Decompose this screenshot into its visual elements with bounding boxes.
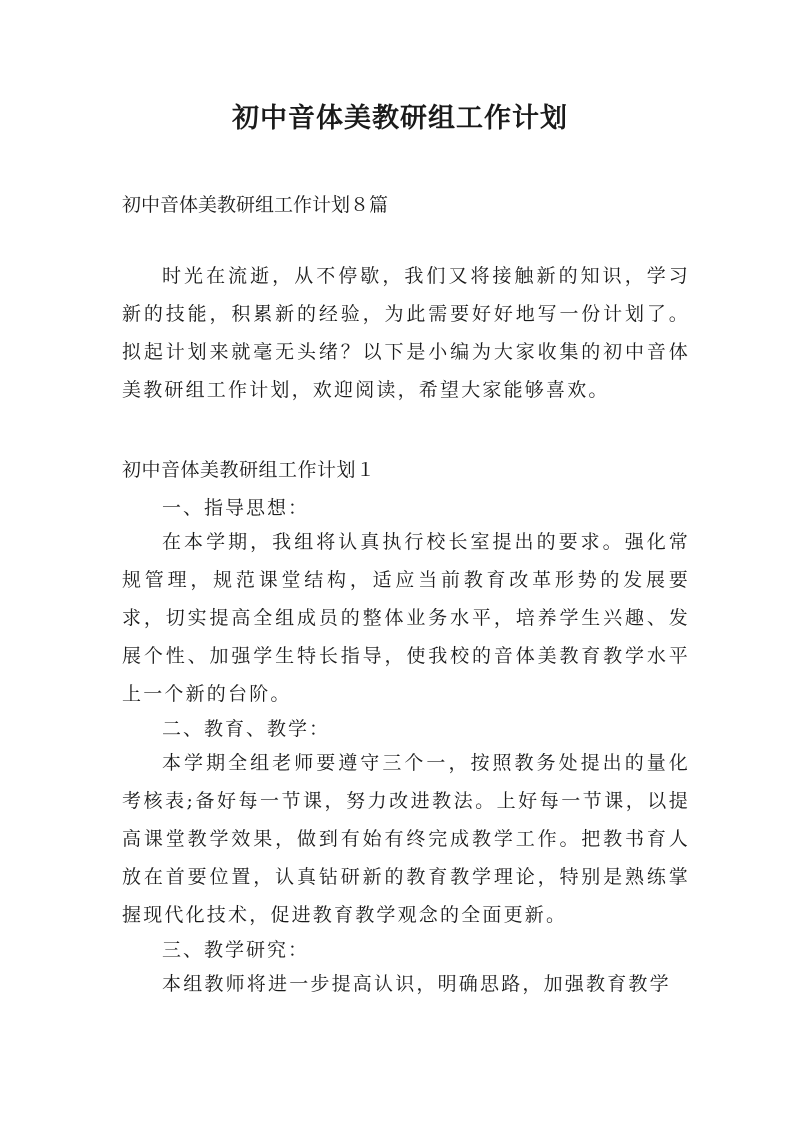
section-2-paragraph: 本学期全组老师要遵守三个一，按照教务处提出的量化考核表;备好每一节课，努力改进教法。上好每一节课，以提高课堂教学效果，做到有始有终完成教学工作。把教书育人放在首要位置，认真钻研新的教育教学理论，特别是熟练掌握现代化技术，促进教育教学观念的全面更新。 xyxy=(122,752,690,926)
plan-1-heading: 初中音体美教研组工作计划１ xyxy=(122,459,376,481)
section-1-paragraph: 在本学期，我组将认真执行校长室提出的要求。强化常规管理，规范课堂结构，适应当前教育改革形势的发展要求，切实提高全组成员的整体业务水平，培养学生兴趣、发展个性、加强学生特长指导，使我校的音体美教育教学水平上一个新的台阶。 xyxy=(122,531,690,705)
section-1-heading: 一、指导思想： xyxy=(162,497,310,519)
section-2-heading: 二、教育、教学： xyxy=(162,718,331,740)
page-title: 初中音体美教研组工作计划 xyxy=(232,103,568,134)
section-3-paragraph: 本组教师将进一步提高认识，明确思路，加强教育教学 xyxy=(162,973,671,995)
section-3-heading: 三、教学研究： xyxy=(162,939,310,961)
intro-paragraph: 时光在流逝，从不停歇，我们又将接触新的知识，学习新的技能，积累新的经验，为此需要好好地写一份计划了。拟起计划来就毫无头绪？以下是小编为大家收集的初中音体美教研组工作计划，欢迎阅读，希望大家能够喜欢。 xyxy=(122,265,690,401)
document-subtitle: 初中音体美教研组工作计划８篇 xyxy=(122,194,389,216)
